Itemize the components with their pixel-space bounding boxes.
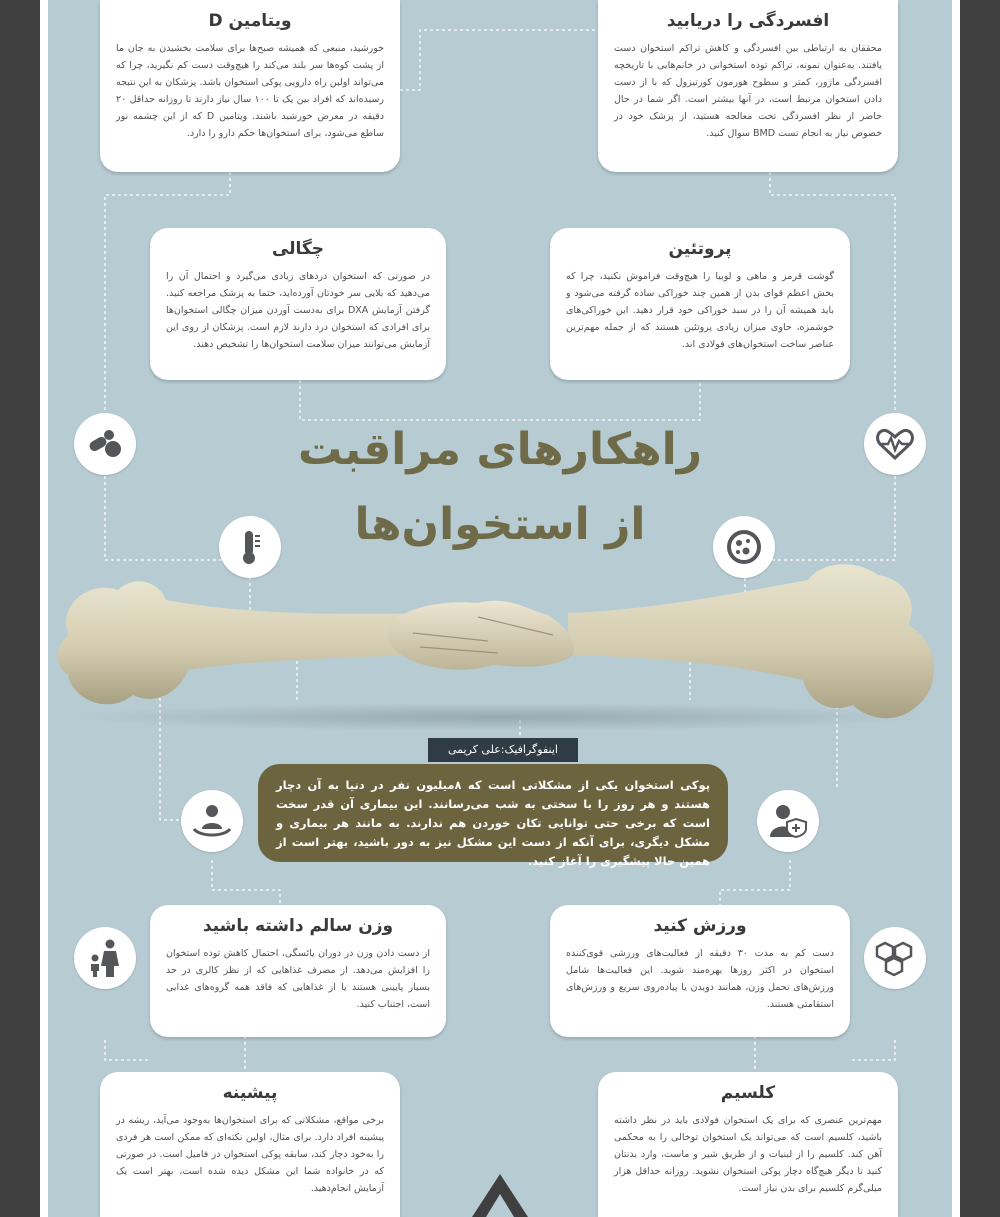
- card-title: افسردگی را دریابید: [666, 11, 830, 31]
- card-text: از دست دادن وزن در دوران یائسگی، احتمال کاهش توده استخوان را افزایش می‌دهد. از مصرف غذاهایی که از نظر کالری در حد بسیار پایینی هستند یا از غذاهایی که فاقد همه گروه‌های غذایی است، اجتناب کنید.: [166, 948, 430, 1010]
- card-text: دست کم به مدت ۳۰ دقیقه از فعالیت‌های ورزشی قوی‌کننده استخوان در اکثر روزها بهره‌مند شوید. این فعالیت‌ها شامل ورزش‌های تحمل وزن، همانند دویدن یا پیاده‌روی سریع و ورزش‌های استقامتی هستند.: [566, 948, 835, 1010]
- card-title: کلسیم: [720, 1083, 776, 1103]
- family-icon: [74, 927, 136, 989]
- card-history: [100, 1072, 400, 1217]
- card-text: محققان به ارتباطی بین افسردگی و کاهش تراکم استخوان دست یافتند. به‌عنوان نمونه، تراکم توده استخوانی در خانم‌هایی با تاریخچه افسردگی ماژور، کمتر و سطوح هورمون کورتیزول که با از دست دادن استخوان مرتبط است، در آنها بیشتر است. اگر شما در حال حاضر از نظر افسردگی تحت معالجه هستید، از پزشک خود در خصوص نیاز به انجام تست BMD سوال کنید.: [614, 43, 882, 139]
- doctor-shield-icon: [757, 790, 819, 852]
- card-text: در صورتی که استخوان دردهای زیادی می‌گیرد و احتمال آن را می‌دهید که بلایی سر خودتان آورده‌اید، حتما به پزشک مراجعه کنید. گرفتن آزمایش DXA برای به‌دست آوردن میزان چگالی استخوان‌ها برای افرادی که استخوان درد دارند لازم است. پزشکان از روی این آزمایش می‌توانند میزان سلامت استخوان‌ها را تشخیص دهند.: [166, 271, 430, 350]
- card-text: برخی مواقع، مشکلاتی که برای استخوان‌ها به‌وجود می‌آید، ریشه در پیشینه افراد دارد. برای مثال، اولین نکته‌ای که ممکن است هر فردی را به‌خود دچار کند، سابقه پوکی استخوان در فامیل است. در صورتی که در خانواده شما این مشکل دیده شده است، بهتر است یک آزمایش انجام‌دهید.: [116, 1115, 384, 1194]
- card-title: پروتئین: [668, 239, 732, 259]
- card-title: ورزش کنید: [653, 916, 747, 936]
- card-protein: [550, 228, 850, 380]
- card-title: وزن سالم داشته باشید: [202, 916, 394, 936]
- card-vitamin-d: [100, 0, 400, 172]
- heart-rate-icon: [864, 413, 926, 475]
- card-exercise: [550, 905, 850, 1037]
- card-depression: [598, 0, 898, 172]
- card-weight: [150, 905, 446, 1037]
- card-density: [150, 228, 446, 380]
- petri-dish-icon: [713, 516, 775, 578]
- caregiver-hands-icon: [181, 790, 243, 852]
- card-text: خورشید، منبعی که همیشه صبح‌ها برای سلامت بخشیدن به جان ما از پشت کوه‌ها سر بلند می‌کند را هیچ‌وقت دست کم نگیرید، چرا که می‌تواند اولین راه دارویی پوکی استخوان باشد. پزشکان به این نتیجه رسیده‌اند که افراد بین یک تا ۱۰۰ سال نیاز دارند تا روزانه حداقل ۲۰ دقیقه در معرض خورشید باشند. ویتامین D که از این چشمه نور ساطع می‌شود، برای استخوان‌ها حکم دارو را دارد.: [116, 43, 385, 139]
- page-title-line1: راهکارهای مراقبت: [297, 424, 703, 475]
- pills-icon: [74, 413, 136, 475]
- handshake-icon: [387, 601, 574, 670]
- logo-mark-icon: [470, 1172, 530, 1217]
- molecule-icon: [864, 927, 926, 989]
- card-title: پیشینه: [222, 1083, 278, 1103]
- card-title: چگالی: [271, 239, 325, 259]
- intro-text-box: پوکی استخوان یکی از مشکلاتی است که ۸میلیون نفر در دنیا به آن دچار هستند و هر روز را با سختی به شب می‌رسانند. این بیماری آن قدر سخت است که برخی حتی توانایی تکان خوردن هم ندارند. به مانند هر بیماری و مشکل دیگری، برای آنکه از دست این مشکل نیز به دور باشید، بهتر است از همین حالا پیشگیری را آغاز کنید.: [258, 764, 728, 862]
- credit-label: اینفوگرافیک:علی کریمی: [428, 738, 578, 762]
- card-text: مهم‌ترین عنصری که برای یک استخوان فولادی باید در نظر داشته باشید، کلسیم است که می‌تواند یک استخوان توخالی را به محکمی آهن کند. کلسیم را از لبنیات و از طریق شیر و ماست، وارد بدنتان کنید تا دیگر هیچ‌گاه دچار پوکی استخوان نشوید. روزانه حداقل هزار میلی‌گرم کلسیم برای بدن نیاز است.: [614, 1115, 882, 1194]
- page-title-line2: از استخوان‌ها: [354, 499, 646, 550]
- card-calcium: [598, 1072, 898, 1217]
- card-title: ویتامین D: [208, 11, 292, 31]
- thermometer-icon: [219, 516, 281, 578]
- bone-illustration: [48, 555, 952, 735]
- card-text: گوشت قرمز و ماهی و لوبیا را هیچ‌وقت فراموش نکنید، چرا که بخش اعظم قوای بدن از همین چند خوراکی ساده گرفته می‌شود و باید همیشه آن را در سبد خوراکی خود قرار دهید. این خوراکی‌های خوشمزه، حاوی میزان زیادی پروتئین هستند که از جمله مهم‌ترین عناصر ساخت استخوان‌های فولادی اند.: [566, 271, 834, 350]
